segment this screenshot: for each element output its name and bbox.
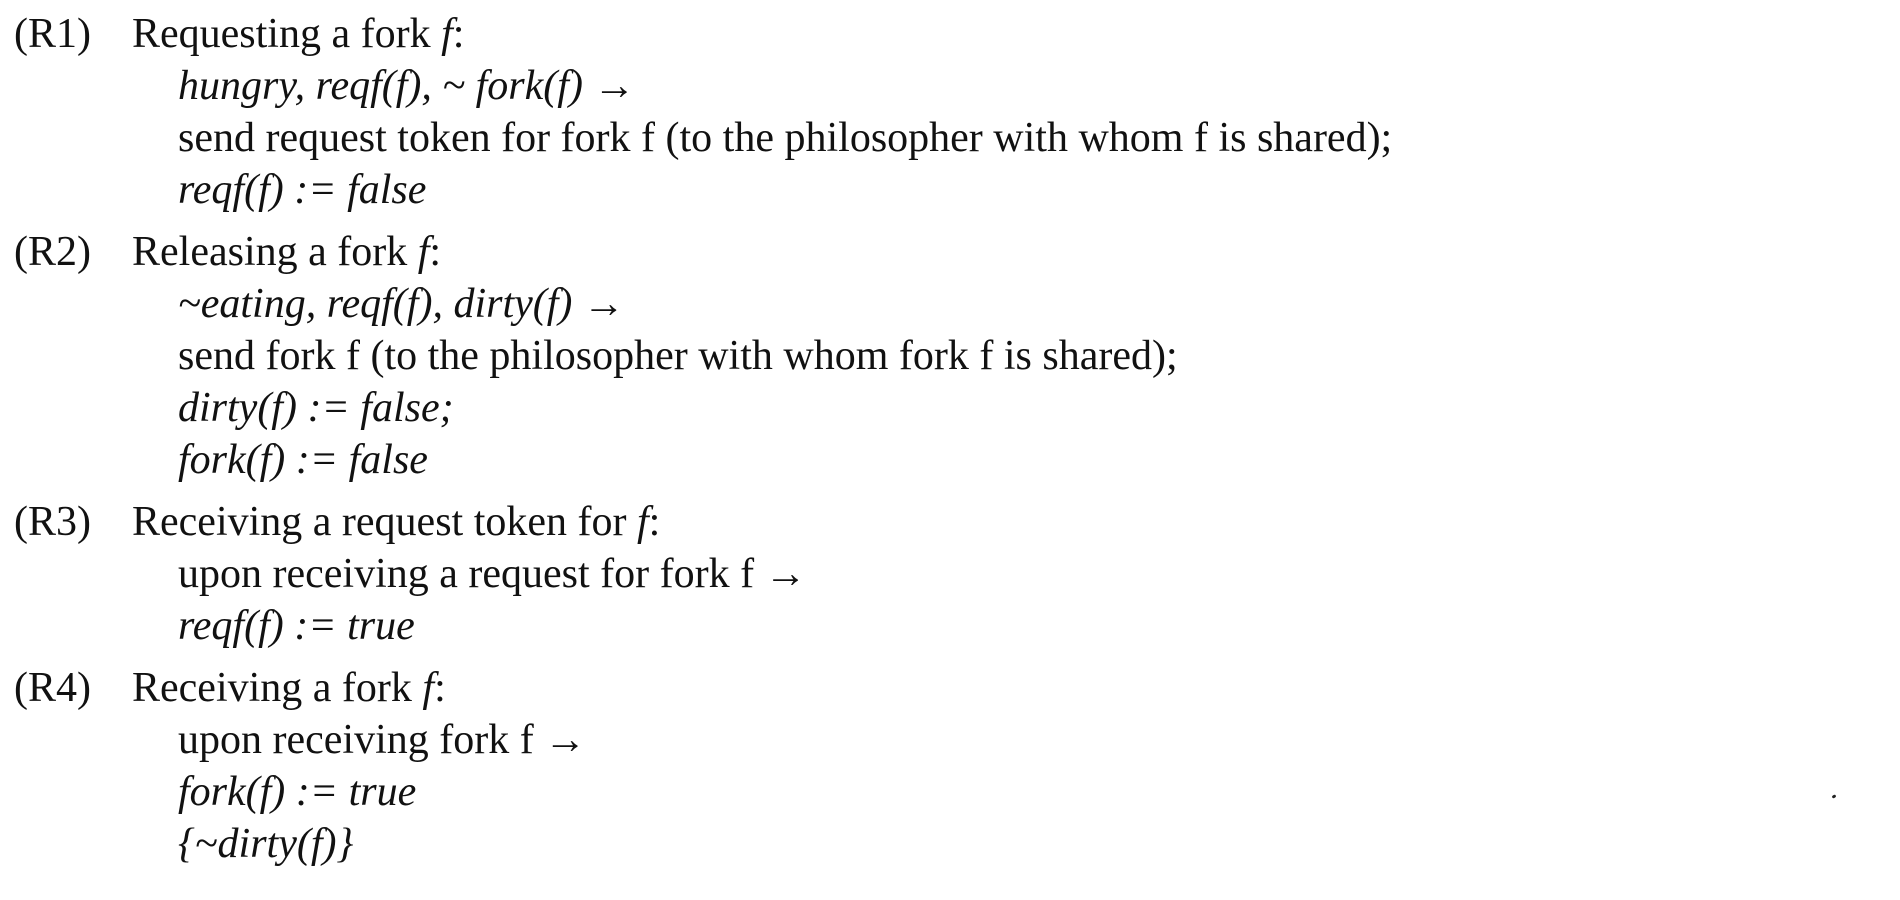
rule-r4 xyxy=(14,662,1880,870)
rule-r4-title-end: : xyxy=(434,665,446,711)
rule-r2-assignment-dirty: dirty(f) := false; xyxy=(178,385,454,431)
rule-r1-title-var: f xyxy=(441,11,453,57)
rule-r1-id: (R1) xyxy=(14,11,91,57)
rule-r3-body xyxy=(14,548,1880,652)
rule-r3-title-end: : xyxy=(648,499,661,545)
rule-r3 xyxy=(14,496,1880,652)
rule-r2-body xyxy=(14,278,1880,486)
rule-r3-title: Receiving a request token for xyxy=(132,499,637,545)
rule-r1-heading xyxy=(14,8,1880,60)
rule-r2-action: send fork f (to the philosopher with whom fork f is shared); xyxy=(178,333,1178,379)
rule-r4-assertion: {~dirty(f)} xyxy=(178,821,354,867)
rule-r3-heading xyxy=(14,496,1880,548)
rule-r1-title-end: : xyxy=(452,11,465,57)
rule-r2-title-var: f xyxy=(417,229,430,275)
rule-r2-id: (R2) xyxy=(14,229,91,275)
rule-r4-title: Receiving a fork xyxy=(132,665,423,711)
rule-r3-event: upon receiving a request for fork f → xyxy=(178,551,807,597)
rule-r4-assignment: fork(f) := true xyxy=(178,769,417,815)
rule-r3-id: (R3) xyxy=(14,499,91,545)
rule-r4-event: upon receiving fork f → xyxy=(178,717,587,763)
rule-r1-action: send request token for fork f (to the philosopher with whom f is shared); xyxy=(178,115,1393,161)
rule-r3-assignment: reqf(f) := true xyxy=(178,603,415,649)
rule-r1-body xyxy=(14,60,1880,216)
rule-r1-assignment: reqf(f) := false xyxy=(178,167,427,213)
rule-r1-title: Requesting a fork xyxy=(132,11,442,57)
rule-r2-assignment-fork: fork(f) := false xyxy=(178,437,428,483)
rule-r2-title-end: : xyxy=(429,229,442,275)
rule-r4-title-var: f xyxy=(422,665,435,711)
rule-r1-guard: hungry, reqf(f), ~ fork(f) → xyxy=(178,63,636,109)
rule-r3-title-var: f xyxy=(636,499,649,545)
rule-r2 xyxy=(14,226,1880,486)
rule-r2-heading xyxy=(14,226,1880,278)
rule-r4-heading xyxy=(14,662,1880,714)
rule-r4-body xyxy=(14,714,1880,870)
rules-document xyxy=(14,8,1880,900)
rule-r4-id: (R4) xyxy=(14,665,91,711)
rule-r2-title: Releasing a fork xyxy=(132,229,418,275)
rule-r2-guard: ~eating, reqf(f), dirty(f) → xyxy=(178,281,625,327)
rule-r1 xyxy=(14,8,1880,216)
